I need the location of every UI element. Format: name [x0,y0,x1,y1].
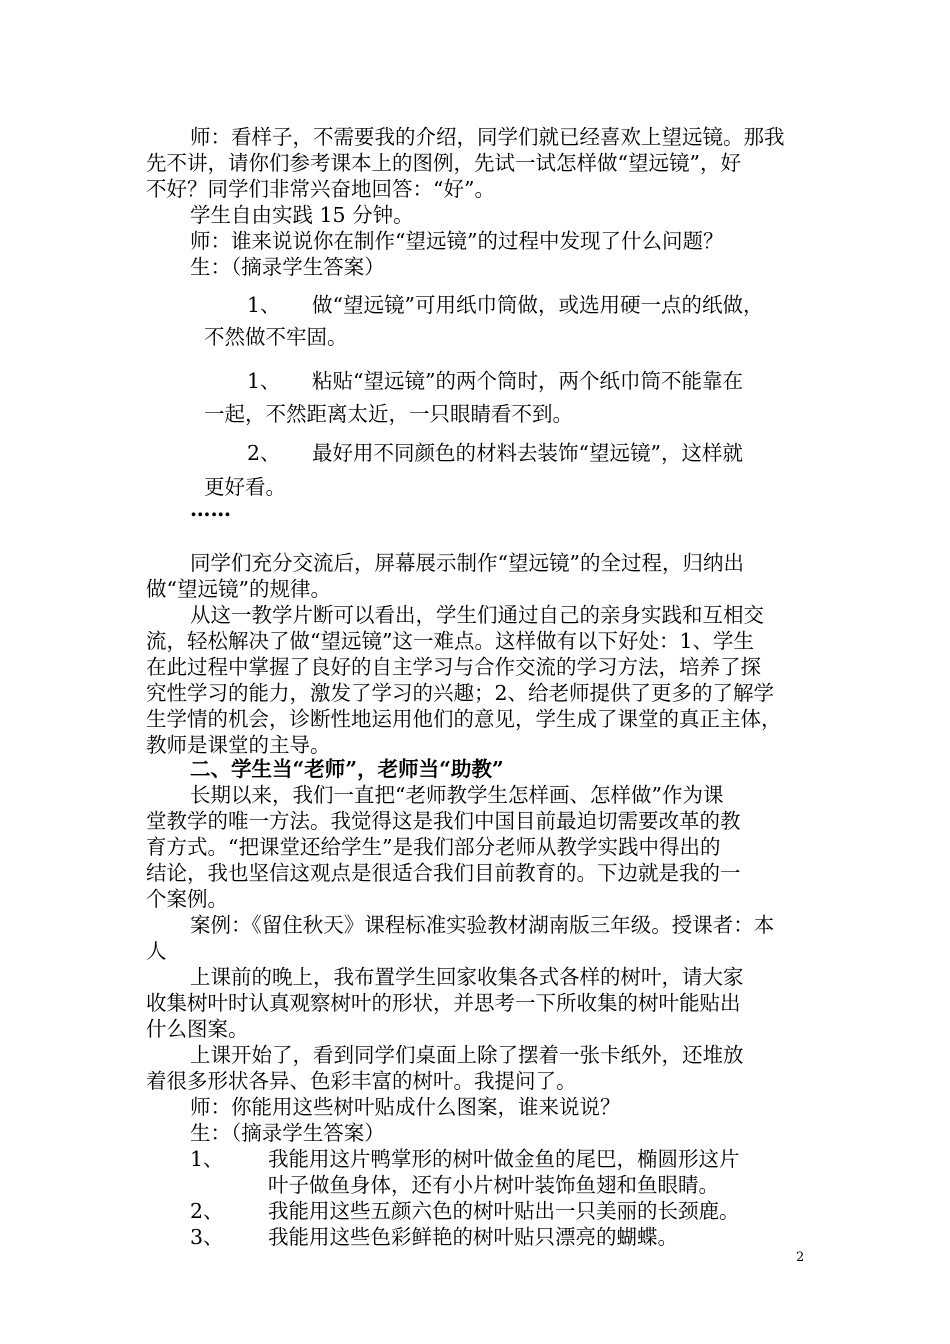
list-item-text: 做“望远镜”可用纸巾筒做，或选用硬一点的纸做， [312,293,764,317]
text-line: 堂教学的唯一方法。我觉得这是我们中国目前最迫切需要改革的教 [146,809,741,833]
text-line: 结论，我也坚信这观点是很适合我们目前教育的。下边就是我的一 [146,861,741,885]
list-item-text: 更好看。 [204,475,286,499]
text-line: 着很多形状各异、色彩丰富的树叶。我提问了。 [146,1069,577,1093]
text-line: 师：谁来说说你在制作“望远镜”的过程中发现了什么问题？ [190,229,724,253]
list-item-text: 我能用这些色彩鲜艳的树叶贴只漂亮的蝴蝶。 [268,1225,678,1249]
text-line: 师：你能用这些树叶贴成什么图案，谁来说说？ [190,1095,621,1119]
text-line: 生：（摘录学生答案） [190,1121,385,1145]
text-line: 做“望远镜”的规律。 [146,577,331,601]
text-line: 收集树叶时认真观察树叶的形状，并思考一下所收集的树叶能贴出 [146,991,741,1015]
section-heading: 二、学生当“老师”，老师当“助教” [190,757,504,781]
list-number: 1、 [190,1147,224,1171]
text-line: 上课开始了，看到同学们桌面上除了摆着一张卡纸外，还堆放 [190,1043,744,1067]
list-item-text: 粘贴“望远镜”的两个筒时，两个纸巾筒不能靠在 [312,369,743,393]
text-line: 案例：《留住秋天》课程标准实验教材湖南版三年级。授课者：本 [190,913,775,937]
text-line: 上课前的晚上，我布置学生回家收集各式各样的树叶，请大家 [190,965,744,989]
text-line: 生学情的机会，诊断性地运用他们的意见，学生成了课堂的真正主体， [146,707,782,731]
list-item-text: 最好用不同颜色的材料去装饰“望远镜”，这样就 [312,441,743,465]
page-number: 2 [796,1250,805,1265]
list-item-text: 一起，不然距离太近，一只眼睛看不到。 [204,402,573,426]
text-line: 生：（摘录学生答案） [190,255,385,279]
list-number: 3、 [190,1225,224,1249]
list-number: 1、 [247,293,281,317]
text-line: 什么图案。 [146,1017,249,1041]
list-item-text: 叶子做鱼身体，还有小片树叶装饰鱼翅和鱼眼睛。 [268,1173,719,1197]
text-line: 在此过程中掌握了良好的自主学习与合作交流的学习方法，培养了探 [146,655,761,679]
list-item-text: 我能用这片鸭掌形的树叶做金鱼的尾巴，椭圆形这片 [268,1147,740,1171]
text-line: 育方式。“把课堂还给学生”是我们部分老师从教学实践中得出的 [146,835,721,859]
text-line: 不好？同学们非常兴奋地回答：“好”。 [146,177,495,201]
text-line: 人 [146,939,167,963]
text-line: 究性学习的能力，激发了学习的兴趣；2、给老师提供了更多的了解学 [146,681,775,705]
list-number: 2、 [190,1199,224,1223]
list-number: 2、 [247,441,281,465]
text-line: 先不讲，请你们参考课本上的图例，先试一试怎样做“望远镜”，好 [146,151,741,175]
list-item-text: 不然做不牢固。 [204,325,348,349]
text-line: 教师是课堂的主导。 [146,733,331,757]
text-line: 师：看样子，不需要我的介绍，同学们就已经喜欢上望远镜。那我 [190,125,785,149]
text-line: 从这一教学片断可以看出，学生们通过自己的亲身实践和互相交 [190,603,764,627]
list-number: 1、 [247,369,281,393]
text-line: 学生自由实践 15 分钟。 [190,203,414,227]
text-line: 流，轻松解决了做“望远镜”这一难点。这样做有以下好处：1、学生 [146,629,755,653]
text-line: 同学们充分交流后，屏幕展示制作“望远镜”的全过程，归纳出 [190,551,744,575]
text-line: 个案例。 [146,887,228,911]
list-item-text: 我能用这些五颜六色的树叶贴出一只美丽的长颈鹿。 [268,1199,740,1223]
ellipsis: …… [190,497,231,521]
text-line: 长期以来，我们一直把“老师教学生怎样画、怎样做”作为课 [190,783,724,807]
